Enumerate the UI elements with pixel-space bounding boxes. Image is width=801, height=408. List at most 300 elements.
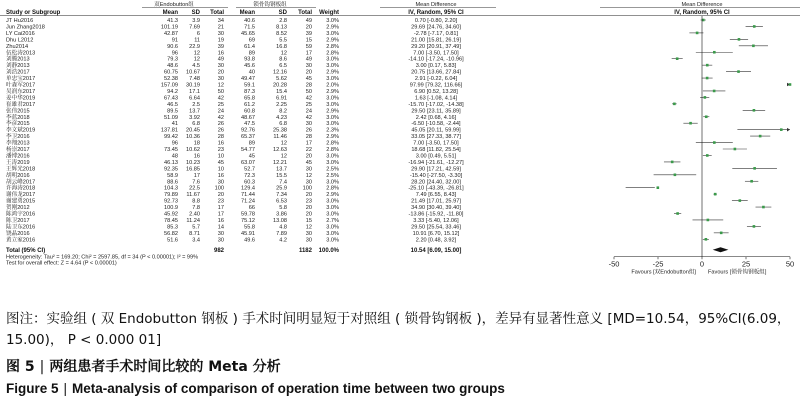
study-cell: 45: [217, 159, 224, 166]
study-cell: 45.65: [241, 30, 255, 37]
study-cell: 2.8%: [326, 140, 339, 147]
study-cell: 60.3: [244, 179, 255, 186]
study-cell: 2.9%: [326, 88, 339, 95]
study-cell: 12.16: [273, 69, 287, 76]
study-cell: 10.67: [186, 69, 200, 76]
study-ci-label: 3.33 [-5.40, 12.06]: [413, 217, 459, 224]
study-cell: 3.0%: [326, 56, 339, 63]
study-ci-label: 0.70 [-0.80, 2.20]: [414, 18, 458, 24]
study-cell: 50: [305, 88, 312, 95]
group-header-md-table: Mean Difference: [415, 2, 457, 8]
study-cell: 73.45: [164, 147, 178, 153]
study-cell: 20: [305, 211, 312, 218]
study-point: [780, 128, 783, 131]
study-cell: 3.0%: [326, 179, 339, 186]
study-cell: 12: [217, 82, 224, 89]
study-cell: 49.47: [241, 76, 255, 83]
x-tick-label: 25: [741, 259, 751, 269]
study-cell: 79.3: [167, 56, 178, 63]
x-tick-label: -25: [652, 259, 664, 269]
study-cell: 16.8: [276, 43, 287, 50]
study-cell: 30: [305, 121, 312, 128]
study-cell: 胡明2016: [6, 172, 30, 179]
study-point: [753, 109, 756, 112]
study-ci-label: 3.00 [0.17, 5.83]: [415, 63, 457, 70]
x-tick-label: 50: [785, 259, 795, 269]
study-cell: 16: [217, 50, 224, 57]
study-cell: 30: [217, 63, 224, 70]
study-cell: 87.3: [244, 88, 255, 95]
study-cell: 2.9%: [326, 192, 339, 199]
study-cell: 30: [217, 179, 224, 186]
study-cell: 61.2: [244, 101, 255, 108]
study-cell: 2.5%: [326, 166, 339, 173]
study-point: [753, 167, 756, 170]
study-cell: 6.8: [279, 121, 287, 128]
study-cell: 20.45: [186, 127, 200, 134]
study-cell: 2.5: [192, 101, 200, 108]
study-point: [750, 180, 753, 183]
study-cell: 65.8: [244, 95, 255, 102]
study-ci-label: 97.99 [79.32, 116.66]: [409, 82, 463, 89]
study-cell: 23: [305, 198, 312, 205]
study-cell: 25: [217, 101, 224, 108]
study-ci-label: 45.05 [20.11, 59.99]: [411, 127, 461, 134]
x-tick-label: -50: [608, 259, 620, 269]
study-cell: 2.9%: [326, 108, 339, 115]
study-cell: 叶森军2017: [6, 82, 36, 89]
study-point: [657, 186, 660, 189]
study-cell: 49: [217, 56, 224, 63]
study-point: [739, 199, 742, 202]
study-ci-label: 10.91 [6.70, 15.12]: [412, 230, 460, 237]
study-cell: 60.8: [244, 108, 255, 115]
study-cell: 26: [217, 121, 224, 128]
study-cell: 6.8: [192, 121, 200, 128]
study-cell: 11.67: [186, 192, 200, 199]
study-cell: 黄立家2016: [6, 237, 36, 244]
study-cell: 30: [217, 76, 224, 83]
study-point: [705, 238, 708, 241]
study-cell: 157.09: [160, 82, 178, 89]
study-point: [762, 206, 765, 209]
study-cell: 刘腾2013: [6, 56, 30, 63]
study-cell: 49: [305, 56, 312, 63]
study-cell: 12: [193, 50, 200, 57]
study-cell: 75.12: [241, 217, 255, 224]
study-cell: 7.89: [276, 230, 287, 237]
study-cell: 2.9%: [326, 37, 339, 44]
study-cell: 21: [217, 24, 224, 31]
study-cell: 吴润东2017: [6, 88, 36, 95]
study-cell: 李彦2015: [6, 121, 30, 128]
study-cell: 42.87: [164, 30, 178, 37]
study-point: [704, 96, 707, 99]
study-cell: 3.92: [189, 114, 200, 121]
study-cell: 71.24: [241, 198, 255, 205]
column-header: Mean: [162, 10, 178, 16]
study-cell: 6.91: [276, 95, 287, 102]
study-cell: 55.8: [244, 224, 255, 231]
study-cell: 伍松涛2013: [6, 50, 36, 57]
figure-title-en: Figure 5 | Meta-analysis of comparison of operation time between two groups: [6, 381, 505, 396]
study-cell: 16: [217, 217, 224, 224]
study-cell: 85.3: [167, 224, 178, 231]
study-cell: 11.24: [186, 217, 200, 224]
study-ci-label: 29.50 [23.11, 35.89]: [411, 108, 461, 115]
study-cell: 12.21: [273, 159, 287, 166]
study-cell: 3.0%: [326, 76, 339, 83]
study-cell: 63.07: [241, 159, 255, 166]
study-cell: 45.6: [244, 63, 255, 70]
study-cell: 2.25: [276, 101, 287, 108]
study-cell: 49: [305, 18, 312, 24]
study-cell: 16: [217, 140, 224, 147]
study-cell: 20: [217, 69, 224, 76]
study-cell: 12: [280, 153, 287, 160]
study-cell: 42: [305, 114, 312, 121]
study-cell: 12: [305, 172, 312, 179]
study-cell: 12: [280, 140, 287, 147]
study-ci-label: 7.00 [-3.50, 17.50]: [413, 50, 459, 57]
study-cell: 20.28: [273, 82, 287, 89]
study-cell: 39: [305, 30, 312, 37]
study-cell: 3.0%: [326, 205, 339, 212]
study-cell: 2.40: [189, 211, 200, 218]
study-cell: 3.0%: [326, 198, 339, 205]
study-cell: 3.4: [192, 237, 200, 244]
study-cell: 30: [217, 237, 224, 244]
study-ci-label: 6.90 [0.52, 13.28]: [414, 88, 458, 95]
study-cell: 2.5%: [326, 172, 339, 179]
study-cell: Dhu L2012: [6, 37, 34, 44]
study-cell: 11: [194, 37, 200, 44]
study-ci-label: -13.86 [-15.92, -11.80]: [408, 211, 464, 218]
study-cell: 饶晶2016: [6, 230, 30, 237]
study-cell: 10.36: [186, 134, 200, 141]
study-ci-label: 29.90 [17.21, 42.59]: [411, 166, 461, 173]
study-cell: 崔雄君2017: [6, 101, 36, 108]
study-point: [671, 161, 674, 164]
study-cell: 姜中华2019: [6, 95, 36, 102]
study-point: [705, 115, 708, 118]
study-cell: 8.71: [189, 230, 200, 237]
figure-note: 图注：实验组 ( 双 Endobutton 钢板 ) 手术时间明显短于对照组 ( 锁骨钩钢板 )，差异有显著性意义 [MD=10.54，95%CI(6.09，15.00)， P < 0.000 01]: [6, 311, 791, 348]
group-header-md-plot: Mean Difference: [681, 2, 723, 8]
study-cell: 8.52: [276, 30, 287, 37]
study-point: [676, 57, 679, 60]
study-cell: 100.9: [164, 205, 178, 212]
study-ci-label: -15.40 [-27.50, -3.30]: [409, 172, 463, 179]
study-point: [706, 154, 709, 157]
study-cell: 66: [248, 205, 255, 212]
study-cell: 46.5: [167, 101, 178, 108]
study-cell: 30: [305, 63, 312, 70]
study-cell: 3.0%: [326, 63, 339, 70]
study-cell: 5.8: [279, 205, 287, 212]
study-cell: Jun Zhang2018: [6, 24, 45, 31]
study-point: [759, 135, 762, 138]
study-point: [713, 141, 716, 144]
study-ci-label: -2.78 [-7.17, 0.81]: [413, 30, 459, 37]
study-point: [752, 45, 755, 48]
study-ci-label: 7.00 [-3.50, 17.50]: [413, 140, 459, 147]
study-cell: 11.46: [273, 134, 287, 141]
study-cell: 104.3: [164, 185, 178, 192]
study-cell: 17.1: [189, 88, 200, 95]
study-cell: 13.08: [273, 217, 287, 224]
study-cell: 20: [305, 153, 312, 160]
study-ci-label: 20.75 [13.66, 27.84]: [411, 69, 461, 76]
column-header: Weight: [319, 10, 339, 16]
study-cell: 3.0%: [326, 237, 339, 244]
study-cell: 16.85: [186, 166, 200, 173]
study-point: [702, 19, 705, 22]
study-cell: 12: [193, 56, 200, 63]
study-point: [674, 174, 677, 177]
study-cell: 陈卫2017: [6, 217, 30, 224]
study-cell: 2.0%: [326, 82, 339, 89]
study-cell: 28: [217, 134, 224, 141]
study-ci-label: 29.69 [24.76, 34.60]: [411, 24, 461, 31]
study-cell: 58.9: [167, 172, 178, 179]
study-cell: Zhu2014: [6, 43, 29, 50]
study-cell: 59: [305, 43, 312, 50]
study-point: [753, 25, 756, 28]
favours-left: Favours [双Endobutton组]: [631, 269, 696, 276]
study-cell: 贺刚2012: [6, 205, 30, 212]
study-ci-label: 1.63 [-1.08, 4.14]: [414, 95, 458, 102]
study-cell: 22.9: [189, 43, 200, 50]
study-cell: 45.91: [241, 230, 255, 237]
study-cell: 67.43: [164, 95, 178, 102]
study-cell: 30: [217, 30, 224, 37]
study-cell: 69: [248, 37, 255, 44]
study-cell: 42: [305, 95, 312, 102]
study-cell: 张伟2015: [6, 108, 30, 115]
study-cell: 3.0%: [326, 153, 339, 160]
study-cell: 71.44: [241, 192, 255, 199]
study-ci-label: 29.50 [25.54, 33.46]: [411, 224, 461, 231]
study-cell: 3.0%: [326, 95, 339, 102]
study-cell: 59.1: [244, 82, 255, 89]
study-ci-label: -25.10 [-43.39, -26.81]: [408, 185, 464, 192]
study-cell: 52.7: [244, 166, 255, 173]
study-point: [713, 90, 716, 93]
column-header: Total: [210, 10, 224, 16]
study-cell: 17: [217, 205, 224, 212]
study-point: [689, 122, 692, 125]
study-cell: 3.9: [192, 18, 200, 24]
study-cell: 99.42: [164, 134, 178, 141]
study-cell: 94.2: [167, 88, 178, 95]
study-cell: 137.81: [160, 127, 178, 134]
study-cell: 24: [217, 108, 224, 115]
study-ci-label: -16.94 [-21.61, -12.27]: [408, 159, 464, 166]
study-cell: 91: [171, 37, 178, 44]
group-header-control: 锁骨钩钢板组: [253, 2, 287, 8]
column-header: Study or Subgroup: [6, 10, 61, 16]
study-ci-label: 29.20 [20.91, 37.49]: [411, 43, 461, 50]
study-cell: 39: [217, 43, 224, 50]
study-cell: 李蓝2018: [6, 114, 30, 121]
study-point: [676, 212, 679, 215]
study-ci-label: 21.00 [15.81, 26.19]: [411, 37, 461, 44]
heterogeneity: Heterogeneity: Tau² = 169.20; Chi² = 2597.85, df = 34 (P < 0.00001); I² = 99%: [6, 254, 199, 261]
study-cell: 129.4: [241, 185, 255, 192]
study-cell: 10: [217, 166, 224, 173]
study-cell: 14: [217, 224, 224, 231]
study-cell: 5.5: [279, 37, 287, 44]
study-cell: 41.3: [167, 18, 178, 24]
study-cell: 42: [217, 114, 224, 121]
study-cell: 7.6: [192, 179, 200, 186]
study-cell: 30: [305, 230, 312, 237]
study-cell: 8.13: [276, 24, 287, 31]
study-cell: 王涛2019: [6, 159, 30, 166]
study-cell: 3.0%: [326, 101, 339, 108]
study-point: [673, 103, 676, 106]
study-cell: 100: [302, 185, 312, 192]
study-point: [737, 70, 740, 73]
study-cell: 6.5: [279, 63, 287, 70]
study-cell: 15.4: [276, 88, 287, 95]
study-cell: 48.6: [167, 63, 178, 70]
study-cell: 5.7: [192, 224, 200, 231]
column-header: Total: [298, 10, 312, 16]
study-cell: 22: [305, 147, 312, 153]
study-cell: 52.38: [164, 76, 178, 83]
study-cell: 3.0%: [326, 159, 339, 166]
study-cell: 72.3: [244, 172, 255, 179]
study-cell: 20: [305, 24, 312, 31]
study-cell: 15.5: [276, 172, 287, 179]
study-cell: 89.5: [167, 108, 178, 115]
study-cell: 20: [305, 69, 312, 76]
study-cell: 3.0%: [326, 114, 339, 121]
study-cell: 60.75: [164, 69, 178, 76]
study-ci-label: -6.50 [-10.58, -2.44]: [411, 121, 461, 128]
study-cell: 2.8%: [326, 147, 339, 153]
study-cell: 3.86: [276, 211, 287, 218]
study-cell: 李文斌2019: [6, 127, 36, 134]
total-ctrl: 1182: [298, 247, 312, 254]
study-cell: 40: [248, 69, 255, 76]
study-cell: 陈鸿宇2016: [6, 211, 36, 218]
study-cell: 16: [217, 172, 224, 179]
study-cell: 24: [305, 108, 312, 115]
study-cell: 13.7: [189, 108, 200, 115]
study-cell: 92.73: [164, 198, 178, 205]
column-header: IV, Random, 95% CI: [674, 10, 730, 16]
study-point: [706, 64, 709, 67]
study-cell: 6.64: [189, 95, 200, 102]
study-cell: 8.8: [192, 198, 200, 205]
study-ci-label: -15.70 [-17.02, -14.38]: [408, 101, 464, 108]
study-cell: 79.89: [164, 192, 178, 199]
study-cell: 96: [171, 50, 178, 57]
study-cell: 93.8: [244, 56, 255, 63]
study-cell: 4.8: [279, 224, 287, 231]
study-cell: 92.35: [164, 166, 178, 173]
study-cell: 22.5: [189, 185, 200, 192]
total-label: Total (95% CI): [6, 247, 46, 254]
study-ci-label: 2.42 [0.68, 4.16]: [415, 114, 457, 121]
study-point: [707, 219, 710, 222]
study-cell: 46.13: [164, 159, 178, 166]
study-ci-label: 33.05 [27.33, 38.77]: [411, 134, 461, 141]
study-cell: 25.38: [273, 127, 287, 134]
study-cell: 26: [305, 127, 312, 134]
study-cell: 15: [305, 217, 312, 224]
study-cell: 45.92: [164, 211, 178, 218]
study-cell: 15: [305, 37, 312, 44]
total-weight: 100.0%: [318, 247, 339, 254]
group-header-experimental: 双Endobutton组: [154, 2, 194, 8]
study-cell: 48: [171, 153, 178, 160]
study-cell: 谢伟龙2017: [6, 192, 36, 199]
study-cell: 13.7: [276, 166, 287, 173]
study-cell: 7.8: [192, 205, 200, 212]
study-cell: 71.5: [244, 24, 255, 31]
study-cell: 3.0%: [326, 230, 339, 237]
study-cell: 51.6: [167, 237, 178, 244]
study-cell: 刘浩2017: [6, 69, 30, 76]
column-header: IV, Random, 95% CI: [408, 10, 464, 16]
study-cell: 96: [171, 140, 178, 147]
study-cell: 28: [305, 82, 312, 89]
x-tick-label: 0: [699, 259, 705, 269]
study-cell: 17: [217, 211, 224, 218]
study-cell: 3.0%: [326, 211, 339, 218]
study-cell: LY Cai2016: [6, 30, 35, 37]
study-cell: 胡云峰2017: [6, 179, 36, 186]
total-exp: 982: [213, 247, 224, 254]
study-cell: 25: [305, 101, 312, 108]
study-cell: 7.69: [189, 24, 200, 31]
study-cell: 45: [248, 153, 255, 160]
study-point: [789, 83, 792, 86]
study-cell: 8.6: [279, 56, 287, 63]
study-cell: 6: [196, 30, 200, 37]
column-header: SD: [278, 10, 287, 16]
study-cell: 28: [305, 134, 312, 141]
column-header: SD: [191, 10, 200, 16]
study-cell: 30.19: [186, 82, 200, 89]
study-ci-label: 2.20 [0.48, 3.92]: [415, 237, 457, 244]
study-cell: 30: [305, 237, 312, 244]
study-cell: 17: [305, 140, 312, 147]
study-cell: 2.8: [279, 18, 287, 24]
study-cell: 23: [217, 198, 224, 205]
study-cell: 30: [305, 179, 312, 186]
study-ci-label: 34.90 [30.40, 39.40]: [411, 205, 461, 212]
total-ci-label: 10.54 [6.09, 15.00]: [410, 247, 462, 254]
study-cell: 5.62: [276, 76, 287, 83]
study-cell: 4.23: [276, 114, 287, 121]
study-cell: 许海涛2018: [6, 185, 36, 192]
study-cell: 88.6: [167, 179, 178, 186]
study-point: [714, 193, 717, 196]
study-cell: 61.4: [244, 43, 255, 50]
study-cell: 17: [193, 172, 200, 179]
study-cell: 100: [214, 185, 224, 192]
study-cell: 56.82: [164, 230, 178, 237]
study-cell: 6.53: [276, 198, 287, 205]
study-cell: 2.8%: [326, 185, 339, 192]
study-ci-label: 2.91 [-0.22, 6.04]: [414, 76, 458, 83]
study-cell: 8.2: [279, 108, 287, 115]
